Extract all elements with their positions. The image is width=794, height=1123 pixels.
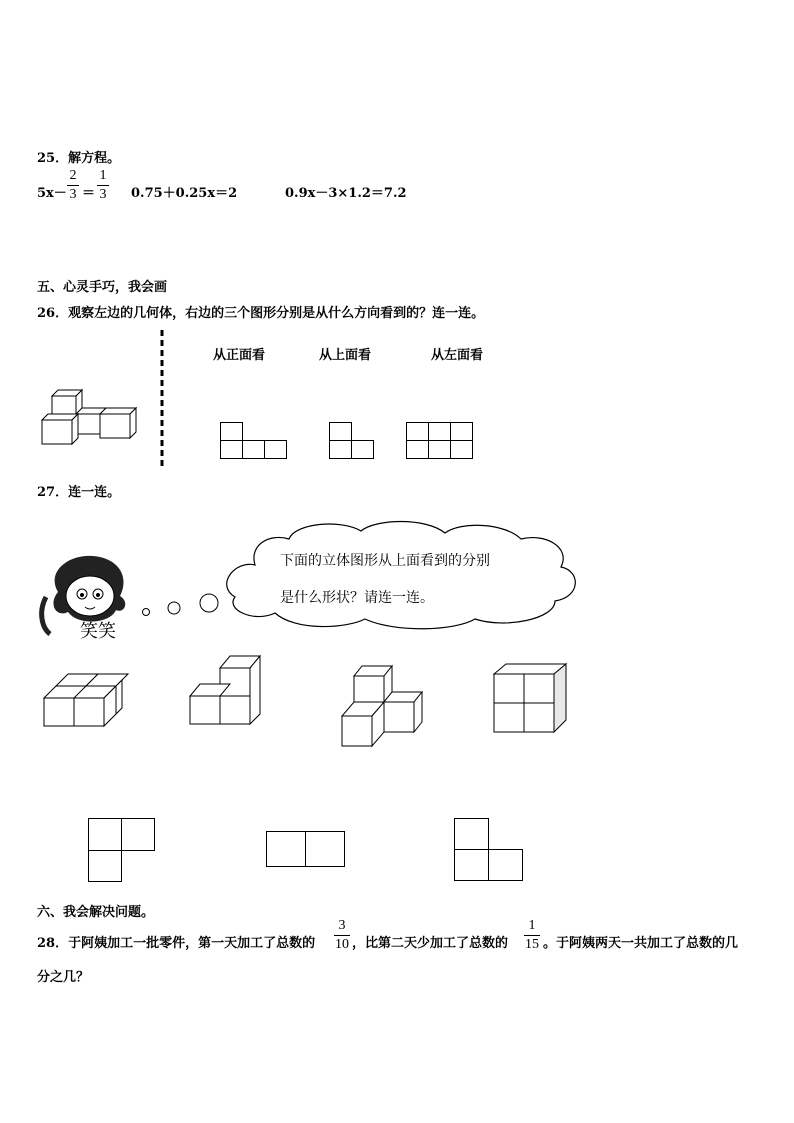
q27-heading: 27．连一连。 (37, 485, 121, 500)
fraction-numerator: 2 (69, 168, 77, 183)
q26-solid-figure (40, 388, 150, 448)
q25-eq1-left: 5x－ (37, 186, 67, 201)
girl-caption: 笑笑 (80, 621, 116, 642)
fraction-bar (524, 935, 540, 936)
q25-heading: 25．解方程。 (37, 151, 121, 166)
q28-text-line-2: 分之几？ (37, 970, 90, 985)
fraction-denominator: 3 (69, 187, 77, 202)
label-top-view: 从上面看 (319, 348, 372, 363)
q25-eq3: 0.9x－3×1.2＝7.2 (285, 186, 407, 201)
q28-fraction-1 (334, 918, 350, 953)
q27-solid-b (188, 652, 268, 732)
q25-eq1-equals: ＝ (82, 186, 96, 201)
q28-text-part-3: 。于阿姨两天一共加工了总数的几 (543, 936, 739, 951)
label-front-view: 从正面看 (213, 348, 266, 363)
fraction-numerator: 3 (338, 918, 346, 933)
fraction-bar (97, 185, 109, 186)
q25-eq2: 0.75＋0.25x＝2 (131, 186, 238, 201)
thought-bubble-dots (140, 592, 220, 622)
thought-cloud (215, 515, 585, 635)
label-left-view: 从左面看 (431, 348, 484, 363)
fraction-denominator: 10 (335, 937, 349, 952)
q26-heading: 26．观察左边的几何体，右边的三个图形分别是从什么方向看到的？连一连。 (37, 306, 485, 321)
q28-text-part-1: 28．于阿姨加工一批零件，第一天加工了总数的 (37, 936, 316, 951)
fraction-denominator: 3 (99, 187, 107, 202)
bubble-text-line-1: 下面的立体图形从上面看到的分别 (280, 553, 490, 569)
section5-heading: 五、心灵手巧，我会画 (37, 280, 168, 295)
q27-solid-a (42, 670, 132, 730)
bubble-text-line-2: 是什么形状？请连一连。 (280, 590, 434, 606)
q25-eq1-fraction-2 (97, 168, 109, 203)
dashed-divider (160, 330, 164, 470)
q27-solid-d (492, 662, 572, 738)
fraction-bar (67, 185, 79, 186)
q25-eq1-fraction-1 (67, 168, 79, 203)
fraction-numerator: 1 (528, 918, 536, 933)
fraction-denominator: 15 (525, 937, 539, 952)
q27-solid-c (340, 662, 430, 752)
q28-text-part-2: ，比第二天少加工了总数的 (352, 936, 509, 951)
section6-heading: 六、我会解决问题。 (37, 905, 155, 920)
fraction-bar (334, 935, 350, 936)
fraction-numerator: 1 (99, 168, 107, 183)
q28-fraction-2 (524, 918, 540, 953)
